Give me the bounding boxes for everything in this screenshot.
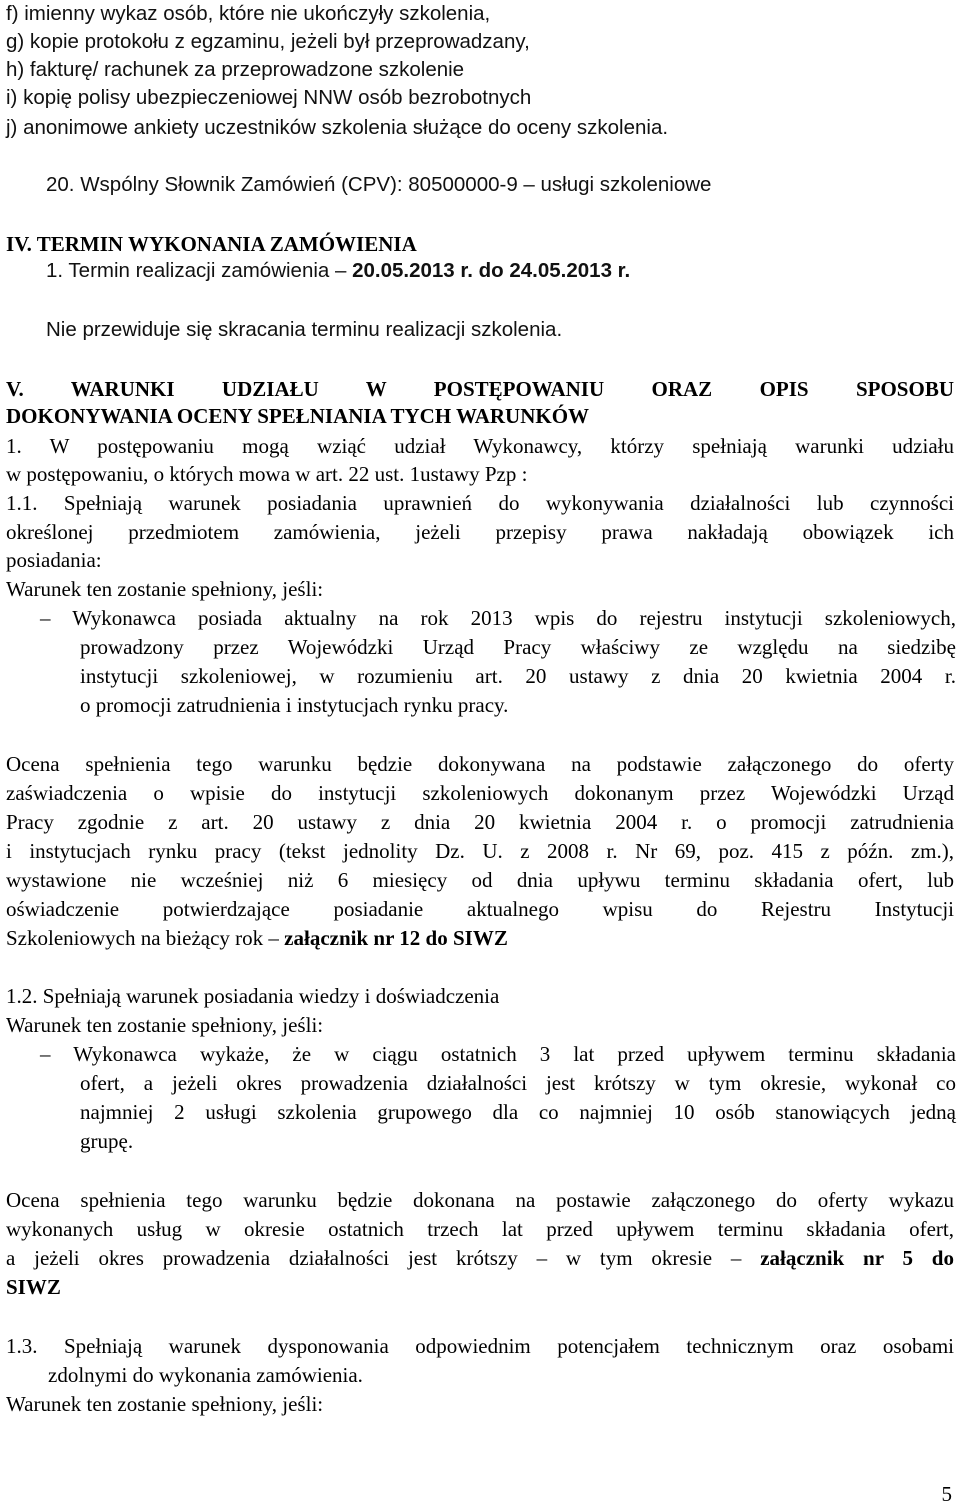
- condition-label-1: Warunek ten zostanie spełniony, jeśli:: [6, 577, 324, 601]
- list-item-i: i) kopię polisy ubezpieczeniowej NNW osób bezrobotnych: [6, 86, 532, 109]
- term-dates: 20.05.2013 r. do 24.05.2013 r.: [352, 259, 631, 282]
- p11-line-3: posiadania:: [6, 548, 102, 572]
- list-item-f: f) imienny wykaz osób, które nie ukończyły szkolenia,: [6, 2, 491, 25]
- eval1-line-6: oświadczenie potwierdzające posiadanie aktualnego wpisu do Rejestru Instytucji: [6, 897, 954, 921]
- section-v-heading-2: DOKONYWANIA OCENY SPEŁNIANIA TYCH WARUNKÓW: [6, 404, 590, 428]
- p13-line-1: 1.3. Spełniają warunek dysponowania odpowiednim potencjałem technicznym oraz osobami: [6, 1334, 954, 1358]
- term-line: [46, 257, 630, 285]
- list-item-h: h) fakturę/ rachunek za przeprowadzone szkolenie: [6, 58, 465, 81]
- p1-line-1: 1. W postępowaniu mogą wziąć udział Wykonawcy, którzy spełniają warunki udziału: [6, 434, 954, 458]
- cpv-line: 20. Wspólny Słownik Zamówień (CPV): 80500000-9 – usługi szkoleniowe: [46, 173, 712, 196]
- page-number: 5: [941, 1482, 952, 1506]
- section-v-heading-1: V. WARUNKI UDZIAŁU W POSTĘPOWANIU ORAZ OPIS SPOSOBU: [6, 377, 954, 401]
- bullet1-line-4: o promocji zatrudnienia i instytucjach rynku pracy.: [80, 693, 509, 717]
- bullet2-line-3: najmniej 2 usługi szkolenia grupowego dla co najmniej 10 osób stanowiących jedną: [80, 1100, 956, 1124]
- bullet1-line-3: instytucji szkoleniowej, w rozumieniu art. 20 ustawy z dnia 20 kwietnia 2004 r.: [80, 664, 956, 688]
- eval2-line-2: wykonanych usług w okresie ostatnich trzech lat przed upływem terminu składania ofert,: [6, 1217, 954, 1241]
- eval1-line-4: i instytucjach rynku pracy (tekst jednolity Dz. U. z 2008 r. Nr 69, poz. 415 z późn. zm.),: [6, 839, 954, 863]
- term-prefix: 1. Termin realizacji zamówienia –: [46, 259, 353, 282]
- eval1-line-7: [6, 924, 508, 952]
- attachment-ref-5: załącznik nr 5 do: [760, 1246, 954, 1270]
- eval2-line-4: SIWZ: [6, 1275, 61, 1299]
- bullet1-line-2: prowadzony przez Wojewódzki Urząd Pracy właściwy ze względu na siedzibę: [80, 635, 956, 659]
- condition-label-2: Warunek ten zostanie spełniony, jeśli:: [6, 1013, 324, 1037]
- section-iv-heading: IV. TERMIN WYKONANIA ZAMÓWIENIA: [6, 232, 417, 256]
- attachment-ref-12: załącznik nr 12 do SIWZ: [284, 926, 508, 950]
- p13-line-2: zdolnymi do wykonania zamówienia.: [48, 1363, 363, 1387]
- p12-line-1: 1.2. Spełniają warunek posiadania wiedzy i doświadczenia: [6, 984, 500, 1008]
- bullet1-line-1: – Wykonawca posiada aktualny na rok 2013 wpis do rejestru instytucji szkoleniowych,: [40, 606, 956, 630]
- p11-line-1: 1.1. Spełniają warunek posiadania uprawnień do wykonywania działalności lub czynności: [6, 491, 954, 515]
- eval2-line-3-text: a jeżeli okres prowadzenia działalności jest krótszy – w tym okresie –: [6, 1246, 761, 1270]
- bullet2-line-2: ofert, a jeżeli okres prowadzenia działalności jest krótszy w tym okresie, wykonał co: [80, 1071, 956, 1095]
- bullet2-line-1: – Wykonawca wykaże, że w ciągu ostatnich 3 lat przed upływem terminu składania: [40, 1042, 956, 1066]
- list-item-g: g) kopie protokołu z egzaminu, jeżeli był przeprowadzany,: [6, 30, 530, 53]
- p11-line-2: określonej przedmiotem zamówienia, jeżeli przepisy prawa nakładają obowiązek ich: [6, 520, 954, 544]
- list-item-j: j) anonimowe ankiety uczestników szkolenia służące do oceny szkolenia.: [6, 116, 669, 139]
- term-note: Nie przewiduje się skracania terminu realizacji szkolenia.: [46, 318, 563, 341]
- condition-label-3: Warunek ten zostanie spełniony, jeśli:: [6, 1392, 324, 1416]
- eval1-line-7-text: Szkoleniowych na bieżący rok –: [6, 926, 285, 950]
- eval2-line-3: [6, 1244, 954, 1272]
- eval1-line-2: zaświadczenia o wpisie do instytucji szkoleniowych dokonanym przez Wojewódzki Urząd: [6, 781, 954, 805]
- eval1-line-3: Pracy zgodnie z art. 20 ustawy z dnia 20 kwietnia 2004 r. o promocji zatrudnienia: [6, 810, 954, 834]
- eval1-line-1: Ocena spełnienia tego warunku będzie dokonywana na podstawie załączonego do oferty: [6, 752, 954, 776]
- p1-line-2: w postępowaniu, o których mowa w art. 22 ust. 1ustawy Pzp :: [6, 462, 528, 486]
- bullet2-line-4: grupę.: [80, 1129, 134, 1153]
- eval1-line-5: wystawione nie wcześniej niż 6 miesięcy od dnia upływu terminu składania ofert, lub: [6, 868, 954, 892]
- eval2-line-1: Ocena spełnienia tego warunku będzie dokonana na postawie załączonego do oferty wykazu: [6, 1188, 954, 1212]
